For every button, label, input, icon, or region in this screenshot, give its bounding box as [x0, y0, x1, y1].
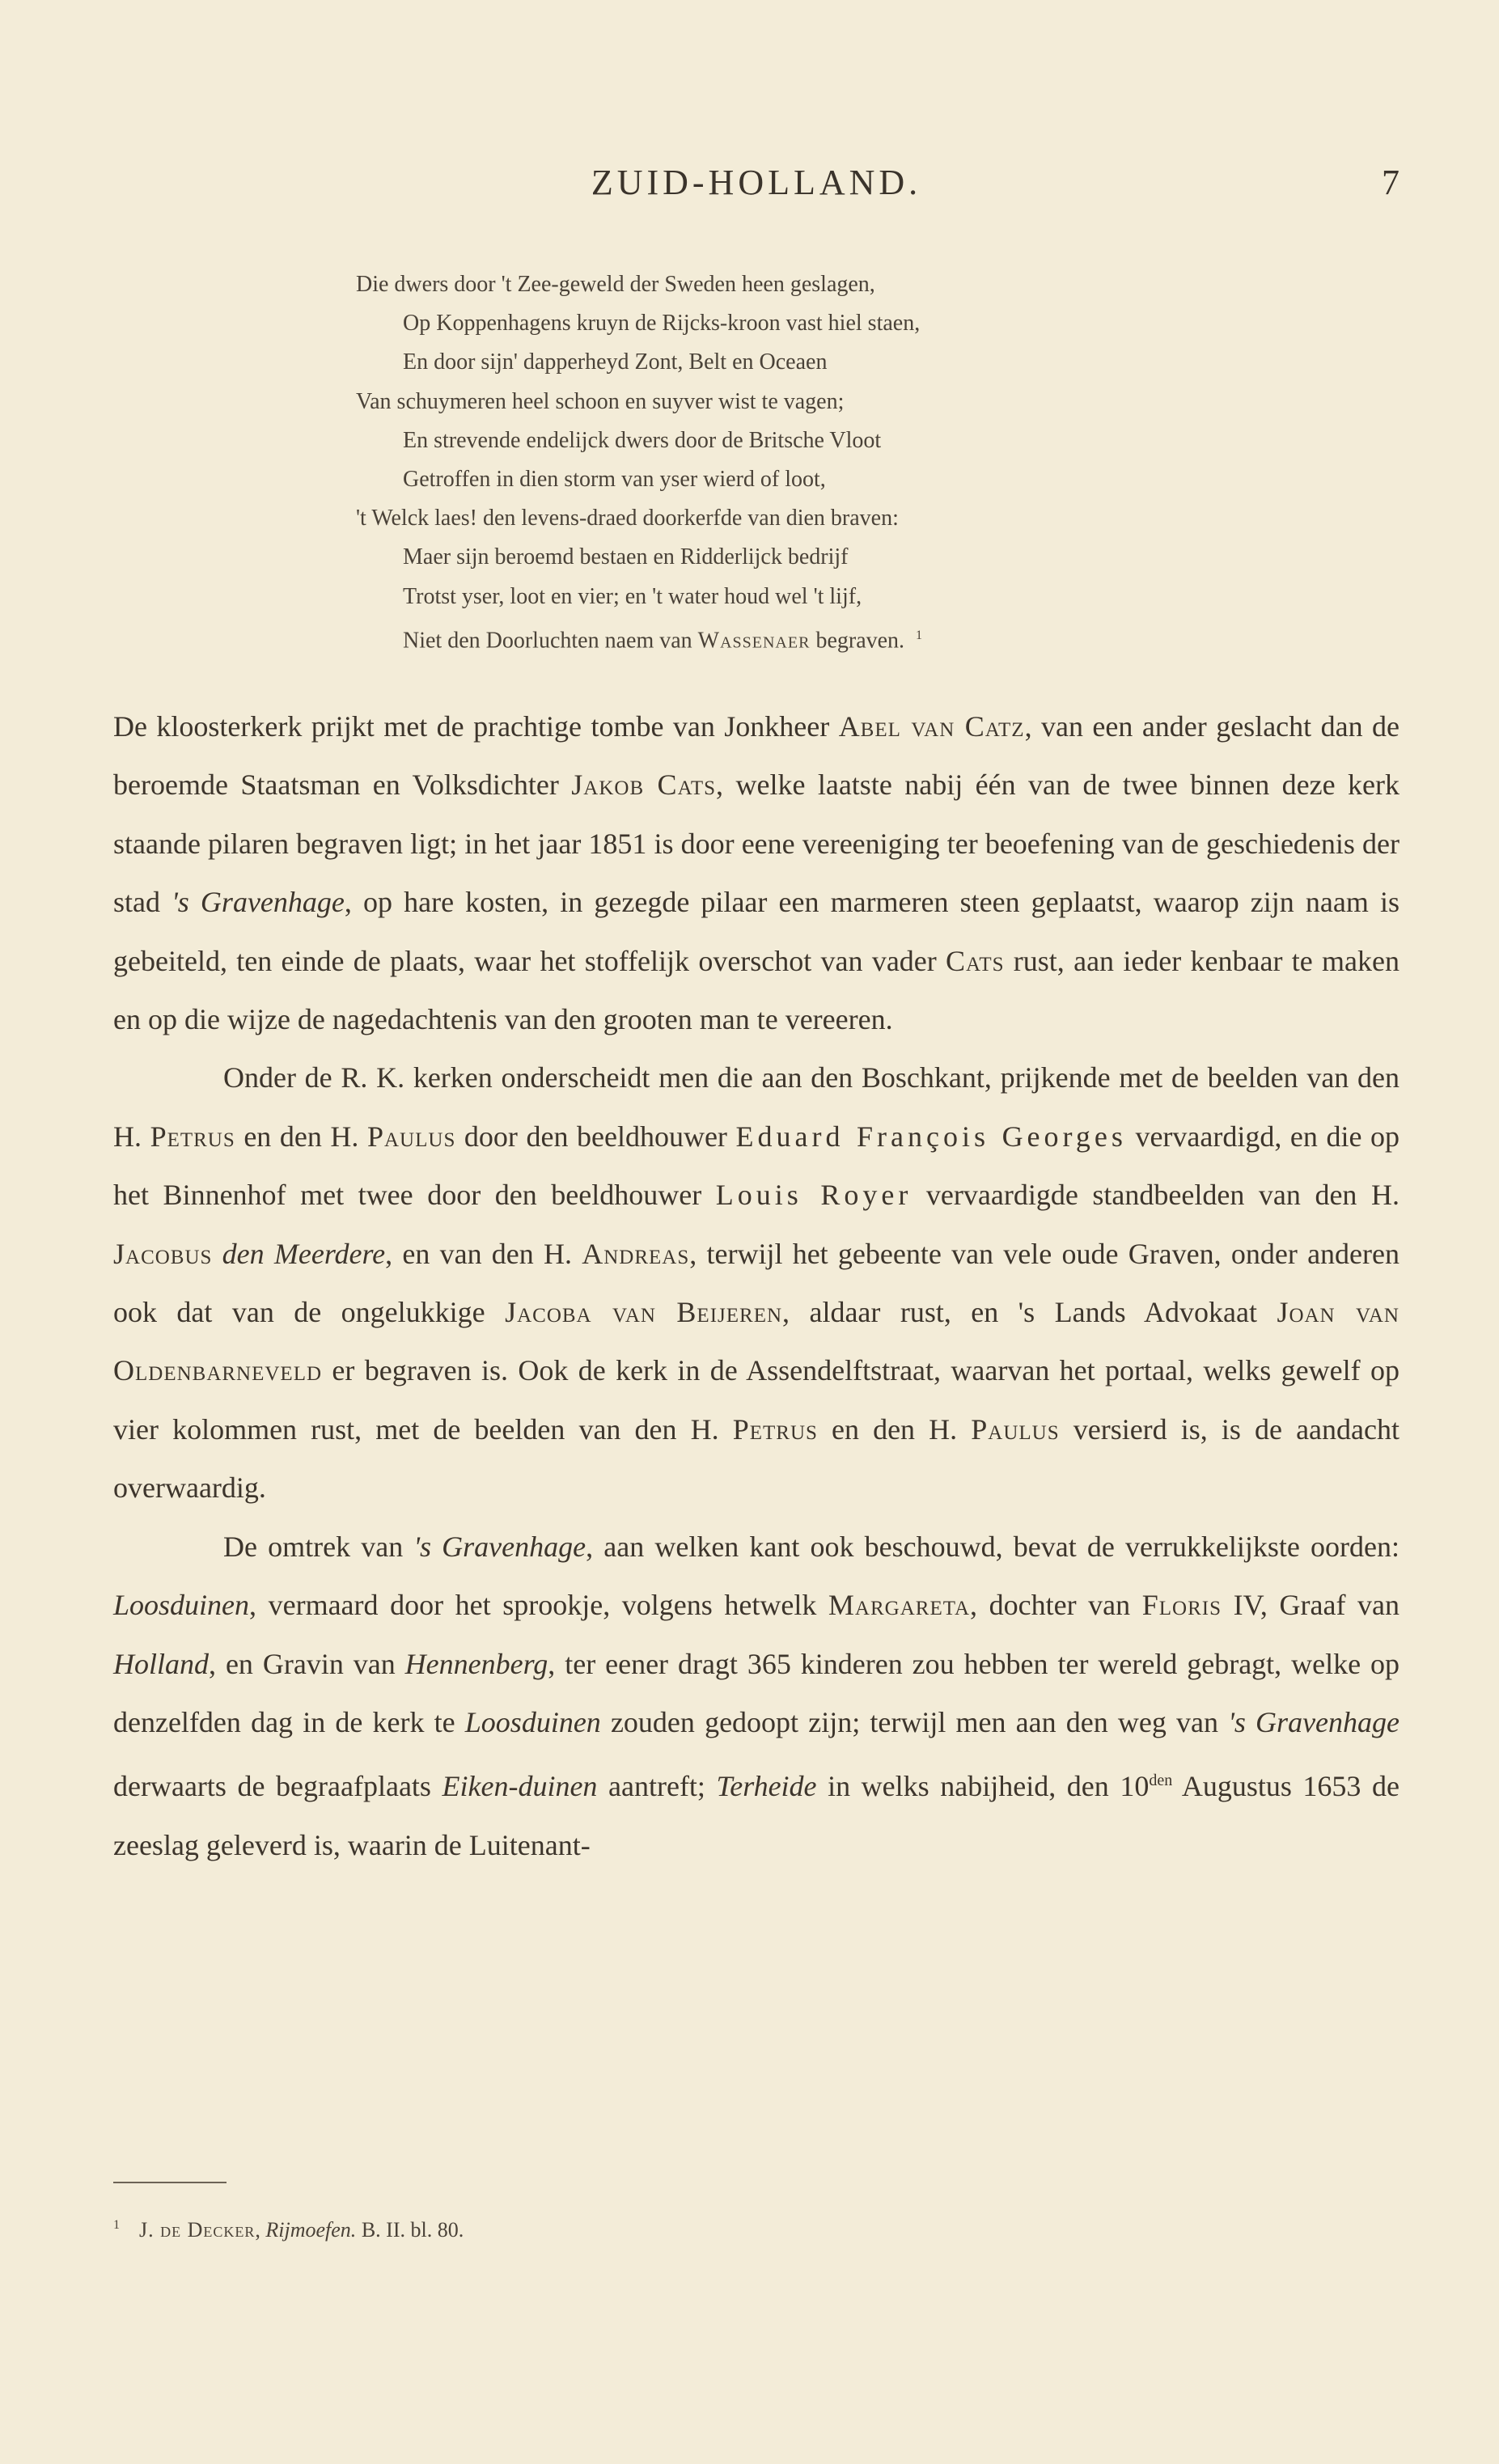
footnote-work: Rijmoefen. — [265, 2218, 357, 2242]
poem-line: Die dwers door 't Zee-geweld der Sweden heen geslagen, — [356, 272, 875, 297]
person-name: Margareta — [828, 1589, 971, 1622]
text: en den H. — [817, 1412, 972, 1446]
footnote-separator: , — [255, 2218, 266, 2242]
page-header — [113, 162, 1399, 210]
poem-line: En strevende endelijck dwers door de Britsche Vloot — [403, 427, 882, 453]
text: door den beeldhouwer — [455, 1120, 736, 1153]
text: , dochter van — [970, 1589, 1142, 1622]
person-name: Joan van Oldenbarneveld — [113, 1296, 1399, 1387]
footnote-reference-text: B. II. bl. 80. — [356, 2218, 464, 2242]
text: aantreft; — [597, 1770, 717, 1803]
body-text — [113, 697, 1399, 1874]
text: er begraven is. Ook de kerk in de Assendelftstraat, waarvan het portaal, welks gewelf op vier kolommen rust, met de beelden van den H. — [113, 1354, 1399, 1446]
text: versierd is, is de aandacht overwaardig. — [113, 1412, 1399, 1505]
person-name: Jacobus — [113, 1237, 213, 1270]
text: Onder de R. K. kerken onderscheidt men die aan den Boschkant, prijkende met de beelden van den H. — [113, 1061, 1399, 1153]
place-name: 's Gravenhage — [1228, 1705, 1400, 1738]
text: rust, aan ieder kenbaar te maken en op die wijze de nagedachtenis van den grooten man te vereeren. — [113, 944, 1399, 1036]
footnote-mark: 1 — [113, 2218, 120, 2233]
text: , en Gravin van — [209, 1647, 405, 1680]
text: vervaardigde standbeelden van den H. — [912, 1179, 1399, 1212]
text: , aldaar rust, en 's Lands Advokaat — [782, 1296, 1277, 1329]
poem-line: Op Koppenhagens kruyn de Rijcks-kroon vast hiel staen, — [403, 311, 921, 337]
poem-quotation — [356, 265, 1116, 655]
poem-line: Van schuymeren heel schoon en suyver wist te vagen; — [356, 388, 845, 414]
place-name: Eiken-duinen — [442, 1770, 598, 1803]
poem-text: Niet den Doorluchten naem van — [403, 628, 698, 654]
text: De kloosterkerk prijkt met de prachtige tombe van Jonkheer — [113, 710, 839, 743]
poem-line: Trotst yser, loot en vier; en 't water houd wel 't lijf, — [403, 583, 862, 609]
ordinal-suffix: den — [1149, 1772, 1173, 1790]
poem-line: Maer sijn beroemd bestaen en Ridderlijck bedrijf — [403, 544, 849, 570]
text: , terwijl het gebeente van vele oude Graven, onder anderen ook dat van de ongelukkige — [113, 1237, 1399, 1329]
place-name: Loosduinen — [113, 1589, 250, 1622]
person-name: Jakob Cats — [571, 768, 717, 802]
poem-text: begraven. — [810, 628, 905, 654]
place-name: Hennenberg — [404, 1647, 548, 1680]
text: , en van den H. — [385, 1237, 582, 1270]
text: derwaarts de begraafplaats — [113, 1770, 443, 1803]
person-name: Andreas — [582, 1237, 690, 1270]
place-name: Loosduinen — [464, 1705, 601, 1738]
place-name: 's Gravenhage — [171, 886, 345, 919]
footnote-divider — [113, 2182, 227, 2183]
text: , van een ander geslacht dan de beroemde Staatsman en Volksdichter — [113, 710, 1399, 802]
footnote-reference: 1 — [916, 628, 923, 642]
paragraph — [113, 697, 1399, 1048]
poem-line: En door sijn' dapperheyd Zont, Belt en Oceaen — [403, 349, 828, 375]
poem-line: Getroffen in dien storm van yser wierd of loot, — [403, 466, 826, 492]
person-name: Floris — [1141, 1589, 1222, 1622]
text: , op hare kosten, in gezegde pilaar een marmeren steen geplaatst, waarop zijn naam is gebeiteld, ten einde de plaats, waar het stoffelijk overschot van vader — [113, 886, 1399, 977]
text: , vermaard door het sprookje, volgens hetwelk — [249, 1589, 828, 1622]
place-name: Terheide — [716, 1770, 817, 1803]
text: en den H. — [235, 1120, 367, 1153]
text: De omtrek van — [223, 1530, 414, 1563]
text: in welks nabijheid, den 10 — [816, 1770, 1150, 1803]
running-title: ZUID-HOLLAND. — [591, 163, 922, 202]
epithet: den Meerdere — [222, 1237, 386, 1270]
text: vervaardigd, en die op het Binnenhof met twee door den beeldhouwer — [113, 1120, 1400, 1212]
paragraph — [113, 1048, 1399, 1517]
place-name: 's Gravenhage — [413, 1530, 586, 1563]
place-name: Holland — [113, 1647, 210, 1680]
text: zouden gedoopt zijn; terwijl men aan den weg van — [600, 1705, 1229, 1738]
person-name: Louis Royer — [715, 1179, 913, 1212]
person-name: Petrus — [732, 1412, 818, 1446]
text: , ter eener dragt 365 kinderen zou hebben ter wereld gebragt, welke op denzelfden dag in de kerk te — [113, 1647, 1399, 1738]
person-name: Jacoba van Beijeren — [505, 1296, 783, 1329]
poem-line: 't Welck laes! den levens-draed doorkerfde van dien braven: — [356, 506, 899, 531]
footnote-author: J. de Decker — [139, 2218, 256, 2242]
footnote — [113, 2218, 1084, 2242]
text: , welke laatste nabij één van de twee binnen deze kerk staande pilaren begraven ligt; in het jaar 1851 is door eene vereeniging ter beoefening van de geschiedenis der stad — [113, 768, 1399, 919]
person-name: Eduard François Georges — [735, 1120, 1127, 1153]
paragraph — [113, 1518, 1399, 1874]
person-name: Petrus — [150, 1120, 235, 1153]
poem-line — [356, 616, 1116, 655]
person-name: Cats — [946, 944, 1005, 977]
text: Augustus 1653 de zeeslag geleverd is, waarin de Luitenant- — [113, 1770, 1399, 1861]
text: , aan welken kant ook beschouwd, bevat de verrukkelijkste oorden: — [586, 1530, 1399, 1563]
person-name: Paulus — [971, 1412, 1060, 1446]
person-name: Wassenaer — [697, 628, 811, 654]
page-number: 7 — [1382, 163, 1399, 202]
person-name: Paulus — [366, 1120, 456, 1153]
person-name: Abel van Catz — [838, 710, 1025, 743]
text: IV, Graaf van — [1222, 1589, 1400, 1622]
